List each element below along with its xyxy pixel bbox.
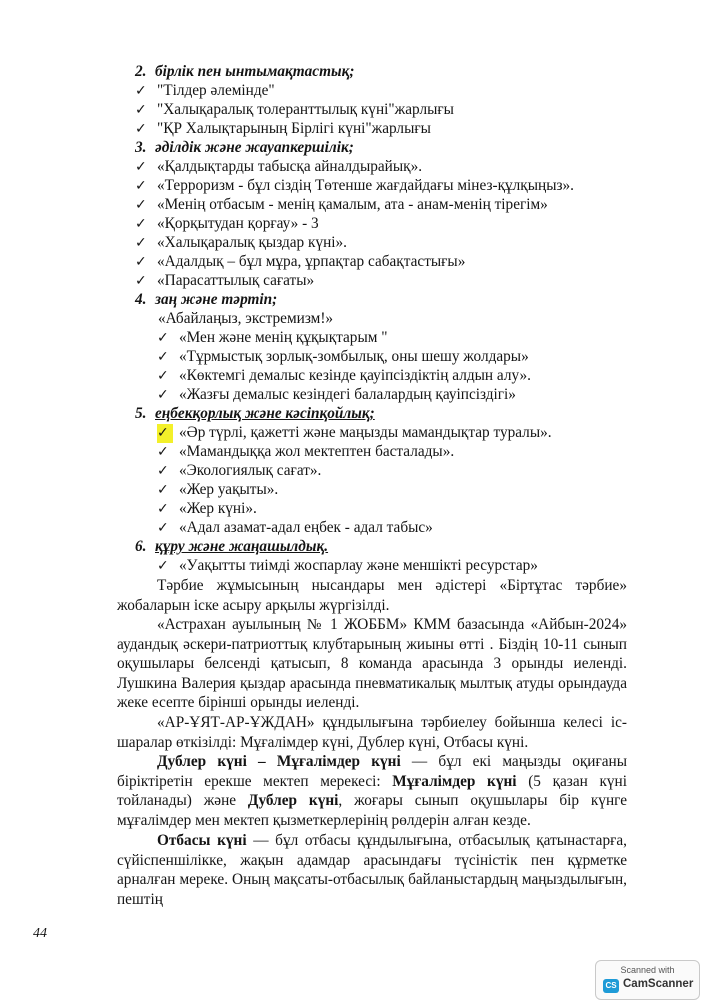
- checkmark-icon: ✓: [157, 444, 169, 460]
- section-number: 3.: [135, 139, 147, 156]
- list-item: ✓ «Жазғы демалыс кезіндегі балалардың қауіпсіздігі»: [157, 386, 516, 403]
- checkmark-icon: ✓: [157, 463, 169, 479]
- list-item: ✓ «Қалдықтарды табысқа айналдырайық».: [135, 158, 423, 175]
- list-item-highlighted: ✓ «Әр түрлі, қажетті және маңызды мамандықтар туралы».: [157, 424, 552, 441]
- section-heading: [135, 62, 354, 81]
- list-item: ✓ «Экологиялық сағат».: [157, 462, 322, 479]
- section-title: еңбекқорлық және кәсіпқойлық;: [155, 405, 375, 422]
- list-item: ✓ "Халықаралық толеранттылық күні"жарлығы: [135, 101, 454, 118]
- section-intro: «Абайлаңыз, экстремизм!»: [158, 310, 334, 327]
- checkmark-icon: ✓: [135, 235, 147, 251]
- checkmark-icon: ✓: [135, 121, 147, 137]
- list-item: ✓ «Менің отбасым - менің қамалым, ата - анам-менің тірегім»: [135, 196, 548, 213]
- checkmark-icon: ✓: [135, 102, 147, 118]
- list-item: ✓ «Уақытты тиімді жоспарлау және меншікті ресурстар»: [157, 557, 538, 574]
- section-title: әділдік және жауапкершілік;: [155, 139, 354, 156]
- camscanner-logo-icon: CS: [603, 979, 619, 993]
- checkmark-icon: ✓: [157, 330, 169, 346]
- list-item: ✓ "Тілдер әлемінде": [135, 82, 275, 99]
- section-title: бірлік пен ынтымақтастық;: [155, 63, 355, 80]
- paragraph: Отбасы күні — бұл отбасы құндылығына, отбасылық қатынастарға, сүйіспеншілікке, жақын адамдар арасындағы түсіністік пен құрметке арналған мереке. Оның мақсаты-отбасылық байланыстардың маңыздылығын, пештің: [117, 832, 627, 908]
- list-item: ✓ «Жер күні».: [157, 500, 257, 517]
- list-item: ✓ «Тұрмыстық зорлық-зомбылық, оны шешу жолдары»: [157, 348, 529, 365]
- section-title: заң және тәртіп;: [155, 291, 278, 308]
- checkmark-icon: ✓: [157, 558, 169, 574]
- list-item: ✓ «Адал азамат-адал еңбек - адал табыс»: [157, 519, 433, 536]
- section-heading: [135, 404, 375, 423]
- section-heading: [135, 290, 277, 309]
- checkmark-icon: ✓: [135, 178, 147, 194]
- checkmark-icon: ✓: [157, 368, 169, 384]
- badge-caption: Scanned with: [620, 965, 675, 975]
- checkmark-icon: ✓: [157, 349, 169, 365]
- list-item: ✓ «Көктемгі демалыс кезінде қауіпсіздіктің алдын алу».: [157, 367, 531, 384]
- checkmark-icon: ✓: [157, 387, 169, 403]
- checkmark-icon: ✓: [135, 273, 147, 289]
- checkmark-icon: ✓: [135, 197, 147, 213]
- list-item: ✓ «Қорқытудан қорғау» - 3: [135, 215, 319, 232]
- list-item: ✓ «Мен және менің құқықтарым ": [157, 329, 388, 346]
- list-item: ✓ «Халықаралық қыздар күні».: [135, 234, 348, 251]
- list-item: ✓ «Жер уақыты».: [157, 481, 279, 498]
- badge-brand: CamScanner: [623, 978, 694, 990]
- bold-lead: Дублер күні – Мұғалімдер күні: [157, 753, 401, 770]
- bold-lead: Отбасы күні: [157, 832, 247, 849]
- section-number: 6.: [135, 538, 147, 555]
- highlighted-checkmark-icon: ✓: [157, 424, 173, 443]
- checkmark-icon: ✓: [135, 83, 147, 99]
- section-heading: [135, 537, 328, 556]
- section-number: 4.: [135, 291, 147, 308]
- section-number: 5.: [135, 405, 147, 422]
- paragraph: «АР-ҰЯТ-АР-ҰЖДАН» құндылығына тәрбиелеу бойынша келесі іс-шаралар өткізілді: Мұғалімдер күні, Дублер күні, Отбасы күні.: [117, 714, 627, 751]
- section-title: құру және жаңашылдық.: [155, 538, 329, 555]
- section-heading: [135, 138, 354, 157]
- list-item: ✓ «Терроризм - бұл сіздің Төтенше жағдайдағы мінез-құлқыңыз».: [135, 177, 574, 194]
- checkmark-icon: ✓: [135, 159, 147, 175]
- page-number: 44: [33, 926, 47, 941]
- paragraph: Тәрбие жұмысының нысандары мен әдістері «Біртұтас тәрбие» жобаларын іске асыру арқылы жүргізілді.: [117, 577, 627, 614]
- checkmark-icon: ✓: [157, 501, 169, 517]
- checkmark-icon: ✓: [135, 254, 147, 270]
- list-item: ✓ «Адалдық – бұл мұра, ұрпақтар сабақтастығы»: [135, 253, 466, 270]
- list-item: ✓ "ҚР Халықтарының Бірлігі күні"жарлығы: [135, 120, 431, 137]
- checkmark-icon: ✓: [157, 482, 169, 498]
- checkmark-icon: ✓: [135, 216, 147, 232]
- camscanner-badge: [595, 960, 700, 1000]
- section-number: 2.: [135, 63, 147, 80]
- list-item: ✓ «Мамандыққа жол мектептен басталады».: [157, 443, 455, 460]
- checkmark-icon: ✓: [157, 520, 169, 536]
- paragraph: «Астрахан ауылының № 1 ЖОББМ» КММ базасында «Айбын-2024» аудандық әскери-патриоттық клубтарының жиыны өтті . Біздің 10-11 сынып оқушылары белсенді қатысып, 8 команда арасында 3 орынды иеленді. Лушкина Валерия қыздар арасында пневматикалық мылтық атуды орындауда жеке есепте бірінші орынды иеленді.: [117, 616, 627, 712]
- list-item: ✓ «Парасаттылық сағаты»: [135, 272, 315, 289]
- paragraph: Дублер күні – Мұғалімдер күні — бұл екі маңызды оқиғаны біріктіретін ерекше мектеп мерекесі: Мұғалімдер күні (5 қазан күні тойланады) және Дублер күні, жоғары сынып оқушылары бір күнге мұғалімдер мен мектеп қызметкерлерінің рөлдерін алған кезде.: [117, 753, 628, 829]
